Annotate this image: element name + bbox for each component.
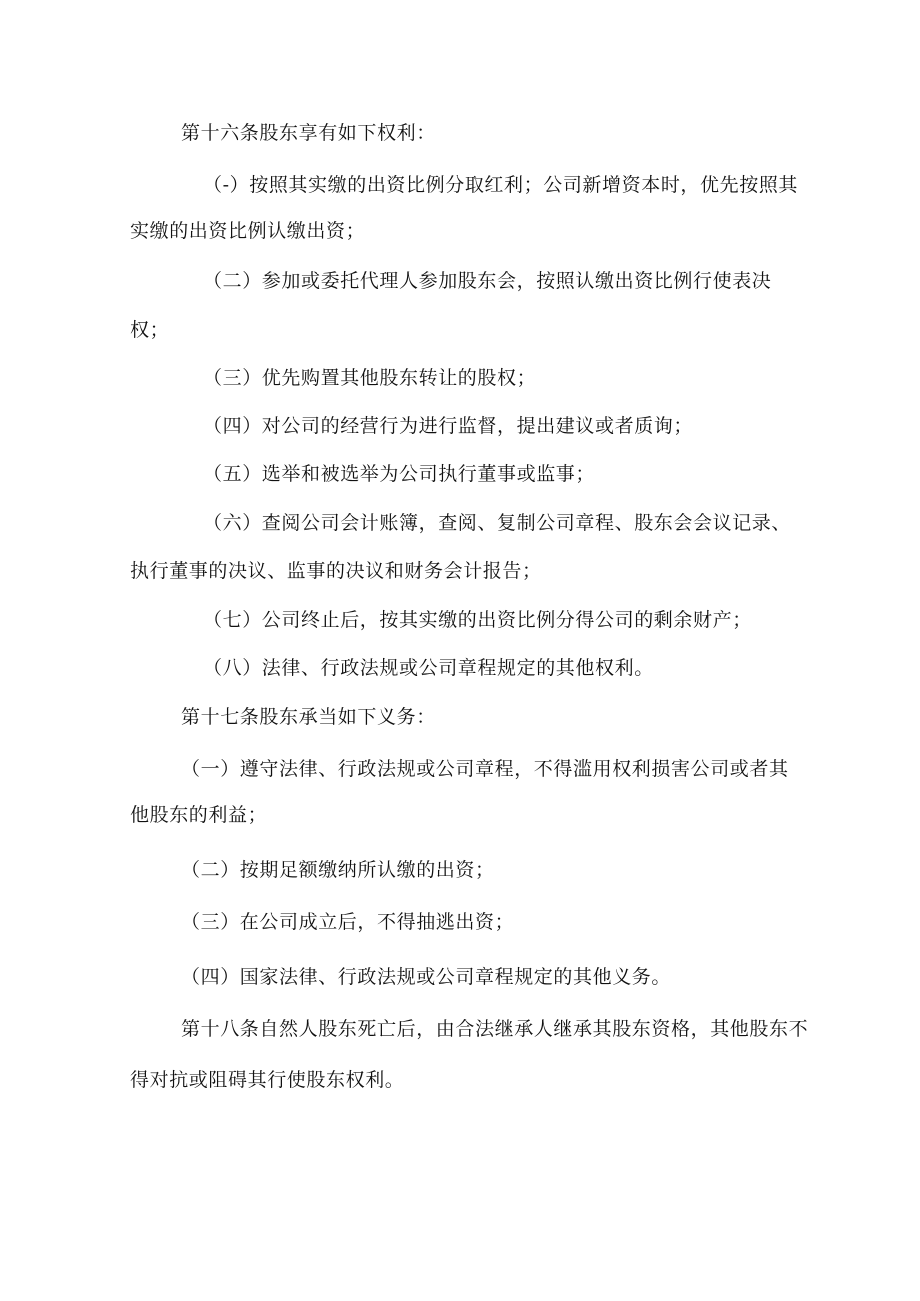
article16-item1-line1: （-）按照其实缴的出资比例分取红利；公司新增资本时，优先按照其 — [203, 174, 799, 196]
article16-item2-line2: 权； — [130, 319, 170, 341]
article18-line1: 第十八条自然人股东死亡后，由合法继承人继承其股东资格，其他股东不 — [181, 1018, 809, 1040]
article18-line2: 得对抗或阻碍其行使股东权利。 — [130, 1069, 405, 1091]
article16-item8: （八）法律、行政法规或公司章程规定的其他权利。 — [203, 657, 654, 679]
article16-item1-line2: 实缴的出资比例认缴出资； — [130, 220, 366, 242]
article17-heading: 第十七条股东承当如下义务： — [181, 706, 436, 728]
article16-item7: （七）公司终止后，按其实缴的出资比例分得公司的剩余财产； — [203, 609, 752, 631]
article17-item2: （二）按期足额缴纳所认缴的出资； — [181, 859, 495, 881]
article16-item6-line2: 执行董事的决议、监事的决议和财务会计报告； — [130, 560, 542, 582]
article16-item4: （四）对公司的经营行为进行监督，提出建议或者质询； — [203, 415, 694, 437]
article16-item2-line1: （二）参加或委托代理人参加股东会，按照认缴出资比例行使表决 — [203, 270, 772, 292]
article17-item1-line1: （一）遵守法律、行政法规或公司章程，不得滥用权利损害公司或者其 — [181, 758, 789, 780]
article17-item3: （三）在公司成立后，不得抽逃出资； — [181, 911, 515, 933]
article16-item5: （五）选举和被选举为公司执行董事或监事； — [203, 463, 596, 485]
article16-item6-line1: （六）查阅公司会计账簿，查阅、复制公司章程、股东会会议记录、 — [203, 512, 792, 534]
article17-item1-line2: 他股东的利益； — [130, 804, 268, 826]
article16-heading: 第十六条股东享有如下权利： — [181, 122, 436, 144]
article16-item3: （三）优先购置其他股东转让的股权； — [203, 367, 537, 389]
article17-item4: （四）国家法律、行政法规或公司章程规定的其他义务。 — [181, 966, 672, 988]
